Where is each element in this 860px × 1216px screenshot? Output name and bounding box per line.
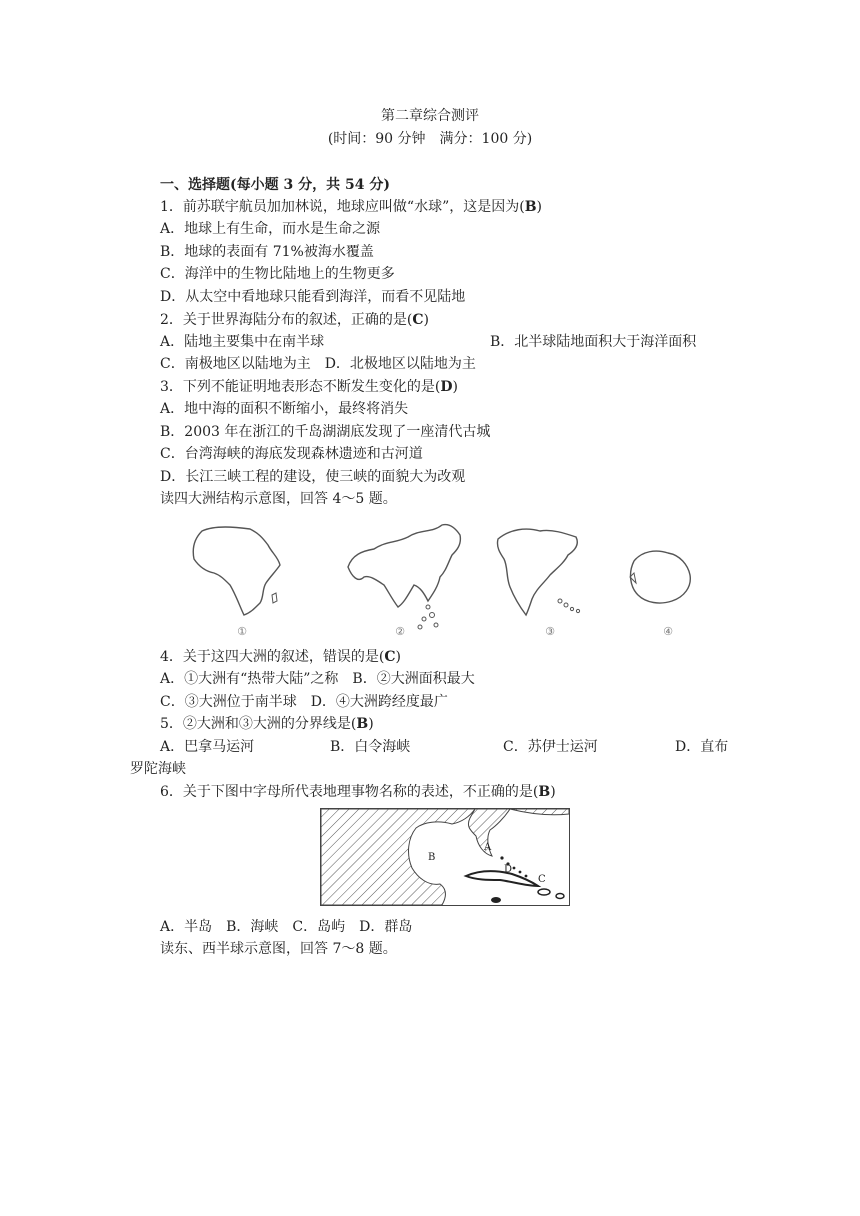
q6-options: A．半岛 B．海峡 C．岛屿 D．群岛 [160,919,413,935]
q1-option-d: D．从太空中看地球只能看到海洋，而看不见陆地 [160,289,466,305]
q2-option-a: A．陆地主要集中在南半球 [160,334,325,350]
north-america-outline [497,529,577,615]
close-paren: ) [368,716,374,732]
page-title: 第二章综合测评 [381,108,479,124]
q5-option-d-continued: 罗陀海峡 [130,761,186,777]
eurasia-outline [348,525,460,607]
continent-label-4: ④ [663,625,673,638]
answer-label: D [440,379,453,395]
answer-label: C [412,312,424,328]
continents-figure [180,515,700,640]
continent-label-3: ③ [545,625,555,638]
question-1-stem [160,197,542,217]
map-label-d: D [504,864,513,875]
map-label-b: B [428,852,436,863]
q3-option-a: A．地中海的面积不断缩小，最终将消失 [160,401,409,417]
reading-prompt-1: 读四大洲结构示意图，回答 4～5 题。 [160,491,397,507]
q5-option-b: B．白令海峡 [330,739,411,755]
map-label-a: A [484,842,492,853]
q1-option-c: C．海洋中的生物比陆地上的生物更多 [160,266,395,282]
q2-option-b: B．北半球陆地面积大于海洋面积 [490,334,697,350]
answer-label: C [384,649,396,665]
q1-option-a: A．地球上有生命，而水是生命之源 [160,221,381,237]
answer-label: B [538,784,551,800]
answer-label: B [356,716,369,732]
q5-option-d: D．直布 [675,739,729,755]
question-5-stem [160,714,374,734]
answer-label: B [524,199,537,215]
q4-option-ab: A．①大洲有“热带大陆”之称 B．②大洲面积最大 [160,671,475,687]
close-paren: ) [452,379,458,395]
question-stem-text: 6．关于下图中字母所代表地理事物名称的表述，不正确的是( [160,784,539,800]
close-paren: ) [395,649,401,665]
question-3-stem [160,377,458,397]
continent-label-2: ② [395,625,405,638]
question-6-stem [160,782,556,802]
close-paren: ) [423,312,429,328]
question-stem-text: 5．②大洲和③大洲的分界线是( [160,716,357,732]
antarctica-outline [631,551,691,603]
question-stem-text: 4．关于这四大洲的叙述，错误的是( [160,649,385,665]
question-4-stem [160,647,401,667]
question-stem-text: 1．前苏联宇航员加加林说，地球应叫做“水球”，这是因为( [160,199,525,215]
q3-option-b: B．2003 年在浙江的千岛湖湖底发现了一座清代古城 [160,424,491,440]
q2-option-cd: C．南极地区以陆地为主 D．北极地区以陆地为主 [160,356,476,372]
close-paren: ) [536,199,542,215]
continent-label-1: ① [237,625,247,638]
map-label-c: C [538,874,546,885]
section-heading: 一、选择题(每小题 3 分，共 54 分) [160,177,390,193]
caribbean-map [320,808,570,906]
q5-option-c: C．苏伊士运河 [503,739,598,755]
reading-prompt-2: 读东、西半球示意图，回答 7～8 题。 [160,941,397,957]
question-stem-text: 2．关于世界海陆分布的叙述，正确的是( [160,312,413,328]
q5-option-a: A．巴拿马运河 [160,739,255,755]
q3-option-d: D．长江三峡工程的建设，使三峡的面貌大为改观 [160,469,466,485]
question-stem-text: 3．下列不能证明地表形态不断发生变化的是( [160,379,441,395]
africa-outline [193,527,280,615]
q1-option-b: B．地球的表面有 71%被海水覆盖 [160,244,374,260]
close-paren: ) [550,784,556,800]
question-2-stem [160,310,429,330]
q3-option-c: C．台湾海峡的海底发现森林遗迹和古河道 [160,446,423,462]
q4-option-cd: C．③大洲位于南半球 D．④大洲跨经度最广 [160,694,448,710]
page-subtitle: (时间：90 分钟 满分：100 分) [327,131,533,147]
